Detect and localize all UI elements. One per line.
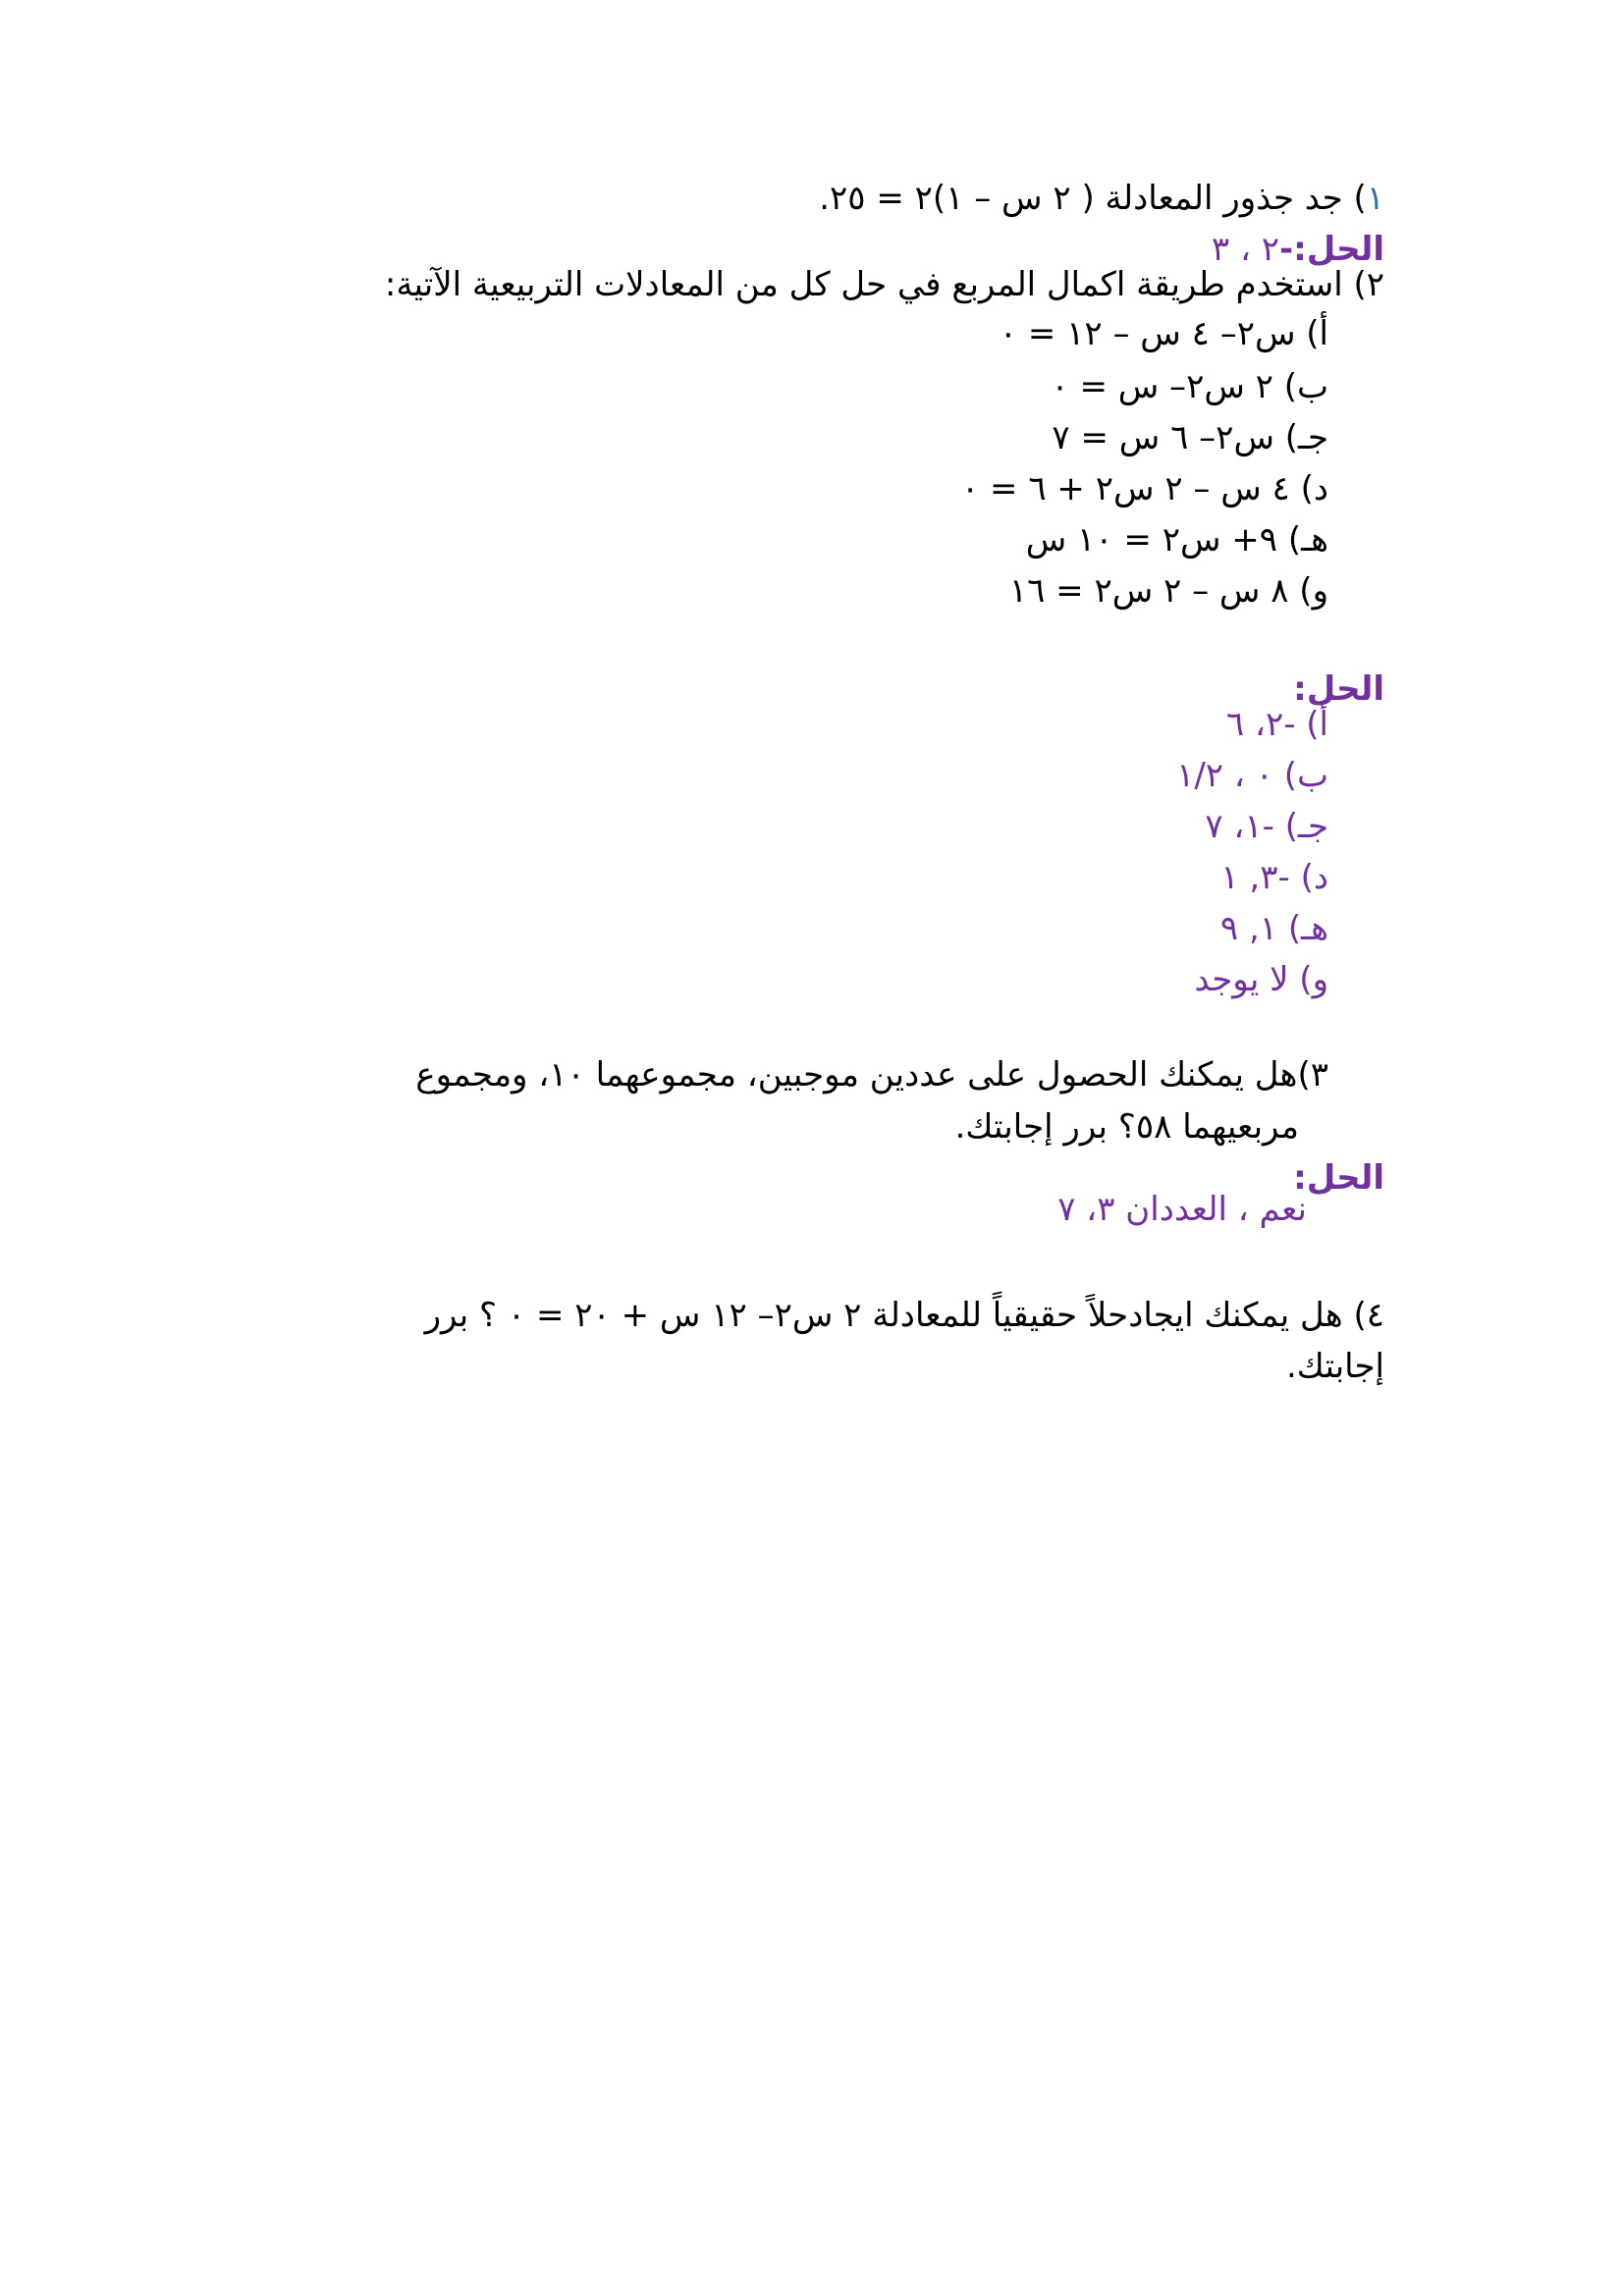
q2-solution-item: هـ) ١, ٩ [1219, 909, 1328, 948]
q1-line [819, 177, 1384, 220]
q1-number: ١ [1366, 179, 1384, 218]
q4-line2: إجابتك. [1285, 1347, 1384, 1386]
q2-solution-item: جـ) -١، ٧ [1205, 807, 1328, 846]
q1-solution-text: ٢ ، ٣ [1211, 230, 1280, 269]
q4-line1: ٤) هل يمكنك ايجادحلاً حقيقياً للمعادلة ٢ س٢– ١٢ س + ٢٠ = ٠ ؟ برر [424, 1296, 1384, 1335]
q2-item: و) ٨ س – ٢ س٢ = ١٦ [1008, 571, 1328, 611]
q2-solution-item: د) -٣, ١ [1220, 858, 1328, 897]
q3-solution-label: الحل: [1293, 1158, 1384, 1198]
q3-solution-text: نعم ، العددان ٣، ٧ [1057, 1190, 1307, 1229]
q1-solution-label: الحل:- [1279, 230, 1384, 269]
q2-solution-item: أ) -٢، ٦ [1225, 705, 1328, 744]
q1-text: ) جد جذور المعادلة ( ٢ س – ١)٢ = ٢٥. [819, 179, 1367, 218]
q2-solution-label: الحل: [1293, 669, 1384, 709]
q2-solution-item: و) لا يوجد [1194, 960, 1328, 999]
q3-line1: ٣)هل يمكنك الحصول على عددين موجبين، مجموعهما ١٠، ومجموع [415, 1055, 1328, 1095]
q2-item: د) ٤ س – ٢ س٢ + ٦ = ٠ [960, 469, 1328, 508]
q2-item: جـ) س٢– ٦ س = ٧ [1052, 418, 1328, 457]
q2-solution-item: ب) ٠ ، ١/٢ [1176, 756, 1328, 795]
q2-prompt: ٢) استخدم طريقة اكمال المربع في حل كل من المعادلات التربيعية الآتية: [384, 265, 1384, 304]
q3-line2: مربعيهما ٥٨؟ برر إجابتك. [954, 1107, 1299, 1147]
q2-item: ب) ٢ س٢– س = ٠ [1051, 367, 1328, 406]
q2-item: أ) س٢– ٤ س – ١٢ = ٠ [999, 314, 1328, 353]
q2-item: هـ) ٩+ س٢ = ١٠ س [1025, 520, 1328, 560]
